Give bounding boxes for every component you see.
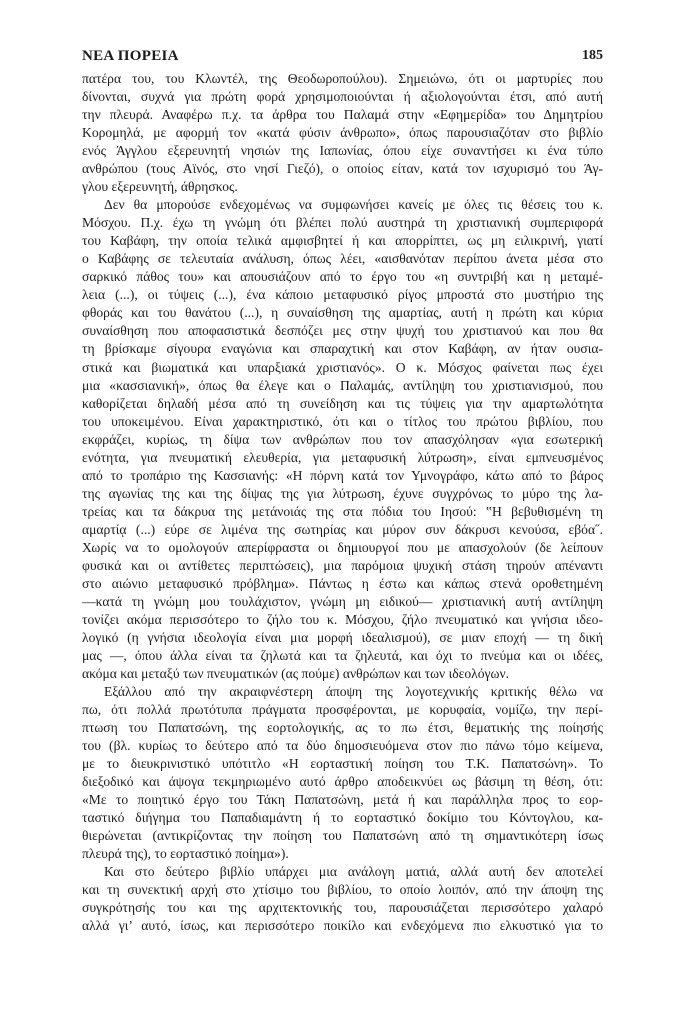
text-line: ενότητα, για πνευματική ελευθερία, για μεταφυσική λύτρωση», είναι εμπνευσμένος: [82, 449, 603, 465]
text-line: μας —, όπου άλλα είναι τα ζηλωτά και τα ζηλευτά, και όχι το πνεύμα και οι ιδέες,: [82, 648, 603, 663]
text-line: θιερώνεται (αντικρίζοντας την ποίηση του Παπατσώνη από τη σημαντικότερη ίσως: [82, 828, 603, 844]
page-number: 185: [582, 48, 603, 63]
text-line: Κορομηλά, με αφορμή τον «κατά φύσιν άνθρωπο», όπως παρουσιαζόταν στο βιβλίο: [82, 125, 603, 141]
text-line: φυσικά και οι αντίθετες περιπτώσεις), μια παρόμοια ψυχική στάση τηρούν απέναντι: [82, 557, 603, 573]
text-line: Εξάλλου από την ακραιφνέστερη άποψη της λογοτεχνικής κριτικής θέλω να: [104, 684, 603, 700]
text-line: δίνονται, συχνά για πρώτη φορά χρησιμοποιούνται ή αξιολογούνται έτσι, από αυτή: [82, 89, 603, 105]
text-line: πλευρά της), το εορταστικό ποίημα»).: [82, 846, 289, 862]
text-line: Δεν θα μπορούσε ενδεχομένως να συμφωνήσει κανείς με όλες τις θέσεις του κ.: [104, 197, 603, 213]
text-line: του υποκειμένου. Είναι χαρακτηριστικό, ότι και ο τίτλος του πρώτου βιβλίου, που: [82, 413, 603, 429]
body-text: [82, 70, 603, 936]
text-line: του (βλ. κυρίως το δεύτερο από τα δύο δημοσιευόμενα στον πιο πάνω τόμο κείμενα,: [82, 738, 603, 754]
running-title: ΝΕΑ ΠΟΡΕΙΑ: [82, 48, 179, 64]
text-line: την πλευρά. Αναφέρω π.χ. τα άρθρα του Παλαμά στην «Εφημερίδα» του Δημητρίου: [82, 107, 603, 123]
text-line: Χωρίς να το ομολογούν απερίφραστα οι δημιουργοί που με απασχολούν (δε λείπουν: [82, 539, 603, 555]
text-line: ανθρώπου (τους Αϊνός, στο νησί Γιεζό), ο οποίος είταν, κατά τον ισχυρισμό του Άγ-: [82, 161, 603, 177]
text-line: στο αιώνιο μεταφυσικό πρόβλημα». Πάντως η έστω και κάπως στενά οροθετημένη: [82, 575, 603, 591]
text-line: από το τροπάριο της Κασσιανής: «Η πόρνη κατά τον Υμνογράφο, κάτω από το βάρος: [82, 467, 603, 483]
text-line: εκφράζει, κυρίως, τη δίψα των ανθρώπων που τον απασχόλησαν «για εσωτερική: [82, 431, 603, 447]
text-line: φθοράς και του θανάτου (...), η συναίσθηση της αμαρτίας, αυτή η πρώτη και κύρια: [82, 305, 603, 321]
text-line: μια «κασσιανική», όπως θα έλεγε και ο Παλαμάς, αντίληψη του χριστιανισμού, που: [82, 377, 603, 393]
text-line: πτωση του Παπατσώνη, της εορτολογικής, ας το πω έτσι, θεματικής της ποίησής: [82, 720, 603, 736]
running-header: [82, 48, 603, 68]
text-line: Και στο δεύτερο βιβλίο υπάρχει μια ανάλογη ματιά, αλλά αυτή δεν αποτελεί: [104, 864, 603, 880]
text-line: ενός Άγγλου εξερευνητή νησιών της Ιαπωνίας, όπου είχε συναντήσει κι ένα τύπο: [82, 143, 603, 159]
text-line: διεξοδικό και άψογα τεκμηριωμένο αυτό άρθρο αποδεικνύει ως βάσιμη τη θέση, ότι:: [82, 774, 603, 790]
text-line: ακόμα και μεταξύ των πνευματικών (ας πούμε) ανθρώπων και των ιδεολόγων.: [82, 666, 510, 682]
text-line: πω, ότι πολλά πρωτότυπα πράγματα προσφέρονται, με κορυφαία, νομίζω, την περί-: [82, 702, 603, 718]
text-line: γλου εξερευνητή, άθρησκος.: [82, 179, 238, 195]
text-line: με το διευκρινιστικό υπότιτλο «Η εορταστική ποίηση του Τ.Κ. Παπατσώνη». Το: [82, 756, 603, 772]
text-line: τρείας και τα δάκρυα της μετάνοιάς της στα πόδια του Ιησού: ‟Η βεβυθισμένη τη: [82, 503, 603, 519]
text-line: Μόσχου. Π.χ. έχω τη γνώμη ότι βλέπει πολύ αυστηρά τη χριστιανική συμπεριφορά: [82, 215, 603, 231]
text-line: της αγωνίας της και της δίψας της για λύτρωση, έχυνε συγχρόνως το μύρο της λα-: [82, 485, 603, 501]
text-line: στικά και βιωματικά και υπαρξιακά χριστιανός». Ο κ. Μόσχος φαίνεται πως έχει: [82, 359, 603, 375]
text-line: τονίζει ακόμα περισσότερο το ζήλο του κ. Μόσχου, ζήλο πνευματικό και γνήσια ιδεο-: [82, 611, 603, 627]
text-line: λογικό (η γνήσια ιδεολογία είναι μια μορφή ιδεαλισμού), σε μιαν εποχή — τη δική: [82, 629, 603, 645]
text-line: του Καβάφη, την οποία τελικά αμφισβητεί ή και απορρίπτει, ως μη ειλικρινή, γιατί: [82, 233, 603, 249]
text-line: ταστικό διήγημα του Παπαδιαμάντη ή το εορταστικό δοκίμιο του Κόντογλου, κα-: [82, 810, 603, 826]
text-line: «Με το ποιητικό έργο του Τάκη Παπατσώνη, μετά ή και παράλληλα προς το εορ-: [82, 792, 603, 808]
text-line: σαρκικό πάθος του» και απουσιάζουν από το έργο του «η συντριβή και η μεταμέ-: [82, 269, 603, 285]
text-line: συναίσθηση που αποφασιστικά δεσπόζει μες στην ψυχή του χριστιανού και που θα: [82, 323, 603, 339]
text-line: τη βρίσκαμε σίγουρα εναγώνια και σπαραχτική και στον Καβάφη, αν ήταν ουσια-: [82, 341, 603, 357]
text-line: συγκρότησής του και της αρχιτεκτονικής του, παρουσιάζεται περισσότερο χαλαρό: [82, 900, 603, 916]
text-line: αμαρτίᾳ (...) εύρε σε λιμένα της σωτηρίας και μύρον συν δάκρυσι κενούσα, εβόα˝.: [82, 521, 603, 537]
text-line: καθορίζεται δηλαδή μέσα από τη συνείδηση και τις τύψεις για την αμαρτωλότητα: [82, 395, 603, 411]
text-line: και τη συνεκτική αρχή στο χτίσιμο του βιβλίου, το οποίο λοιπόν, από την άποψη της: [82, 882, 603, 898]
text-line: ο Καβάφης σε τελευταία ανάλυση, όπως λέει, «αισθανόταν περίπου άνετα μέσα στο: [82, 251, 603, 267]
text-line: πατέρα του, του Κλωντέλ, της Θεοδωροπούλου). Σημειώνω, ότι οι μαρτυρίες που: [82, 71, 603, 86]
text-line: λεια (...), οι τύψεις (...), ένα κάποιο μεταφυσικό ρίγος μπροστά στο μυστήριο της: [82, 287, 603, 303]
text-line: αλλά γι’ αυτό, ίσως, και περισσότερο ποικίλο και ενδεχόμενα πιο ελκυστικό για το: [82, 918, 603, 934]
text-line: —κατά τη γνώμη μου τουλάχιστον, γνώμη μη ειδικού— χριστιανική αυτή αντίληψη: [82, 593, 603, 609]
